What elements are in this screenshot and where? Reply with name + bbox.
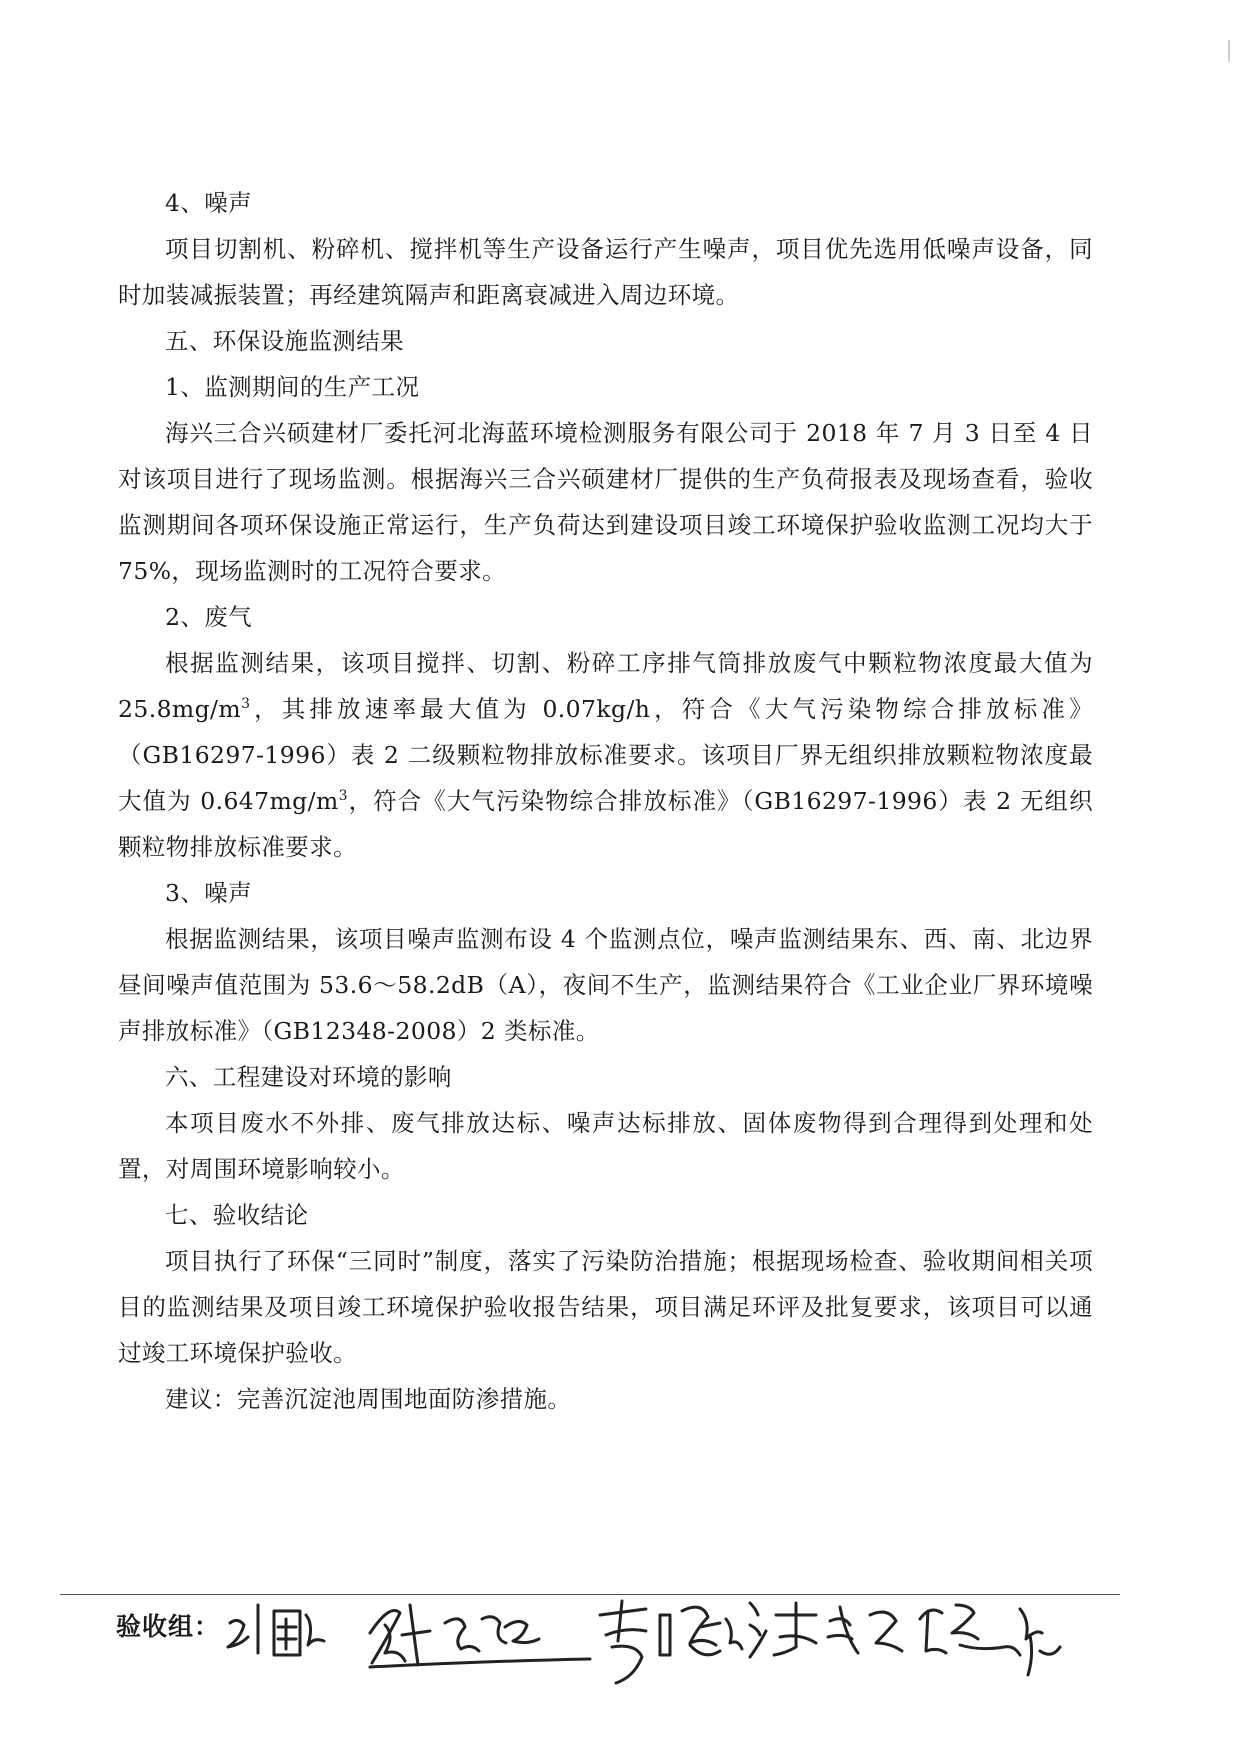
signature-1 xyxy=(228,1605,324,1655)
paragraph-exhaust-gas-results xyxy=(118,640,1093,870)
signature-label: 验收组： xyxy=(116,1612,221,1641)
exhaust-text-part-1: 根据监测结果，该项目搅拌、切割、粉碎工序排气筒排放废气中颗粒物浓度最大值为 25.8mg/m xyxy=(118,649,1093,723)
paragraph-suggestion: 建议：完善沉淀池周围地面防渗措施。 xyxy=(165,1385,572,1413)
chapter-heading-monitoring-results: 五、环保设施监测结果 xyxy=(165,327,404,355)
section-heading-noise: 4、噪声 xyxy=(165,189,253,217)
paragraph-noise-measures: 项目切割机、粉碎机、搅拌机等生产设备运行产生噪声，项目优先选用低噪声设备，同时加装减振装置；再经建筑隔声和距离衰减进入周边环境。 xyxy=(118,235,1093,309)
scan-edge-mark xyxy=(1228,40,1230,62)
section-heading-noise-results: 3、噪声 xyxy=(165,879,253,907)
paragraph-conclusion: 项目执行了环保“三同时”制度，落实了污染防治措施；根据现场检查、验收期间相关项目的监测结果及项目竣工环境保护验收报告结果，项目满足环评及批复要求，该项目可以通过竣工环境保护验收。 xyxy=(118,1247,1093,1367)
chapter-heading-conclusion: 七、验收结论 xyxy=(165,1201,309,1229)
chapter-heading-environmental-impact: 六、工程建设对环境的影响 xyxy=(165,1063,452,1091)
section-heading-exhaust-gas: 2、废气 xyxy=(165,603,253,631)
superscript-3: 3 xyxy=(241,696,251,713)
signature-4 xyxy=(750,1603,902,1657)
signature-3 xyxy=(600,1601,742,1683)
paragraph-production-conditions: 海兴三合兴硕建材厂委托河北海蓝环境检测服务有限公司于 2018 年 7 月 3 日至 4 日对该项目进行了现场监测。根据海兴三合兴硕建材厂提供的生产负荷报表及现场查看，验收监测期间各项环保设施正常运行，生产负荷达到建设项目竣工环境保护验收监测工况均大于 75%，现场监测时的工况符合要求。 xyxy=(118,419,1093,585)
handwritten-signatures xyxy=(220,1575,1140,1705)
document-body xyxy=(118,180,1093,1422)
paragraph-environmental-impact: 本项目废水不外排、废气排放达标、噪声达标排放、固体废物得到合理得到处理和处置，对周围环境影响较小。 xyxy=(118,1109,1093,1183)
exhaust-text-part-3: ，符合《大气污染物综合排放标准》（GB16297-1996）表 2 无组织颗粒物排放标准要求。 xyxy=(118,787,1093,861)
signature-5 xyxy=(920,1605,1060,1675)
section-heading-production-conditions: 1、监测期间的生产工况 xyxy=(165,373,420,401)
exhaust-text-part-2: ，其排放速率最大值为 0.07kg/h，符合《大气污染物综合排放标准》（GB16297-1996）表 2 二级颗粒物排放标准要求。该项目厂界无组织排放颗粒物浓度最大值为 0.647mg/m xyxy=(118,695,1093,815)
paragraph-noise-results: 根据监测结果，该项目噪声监测布设 4 个监测点位，噪声监测结果东、西、南、北边界昼间噪声值范围为 53.6～58.2dB（A），夜间不生产，监测结果符合《工业企业厂界环境噪声排放标准》（GB12348-2008）2 类标准。 xyxy=(118,925,1093,1045)
signature-2 xyxy=(370,1605,590,1667)
superscript-3: 3 xyxy=(338,788,348,805)
